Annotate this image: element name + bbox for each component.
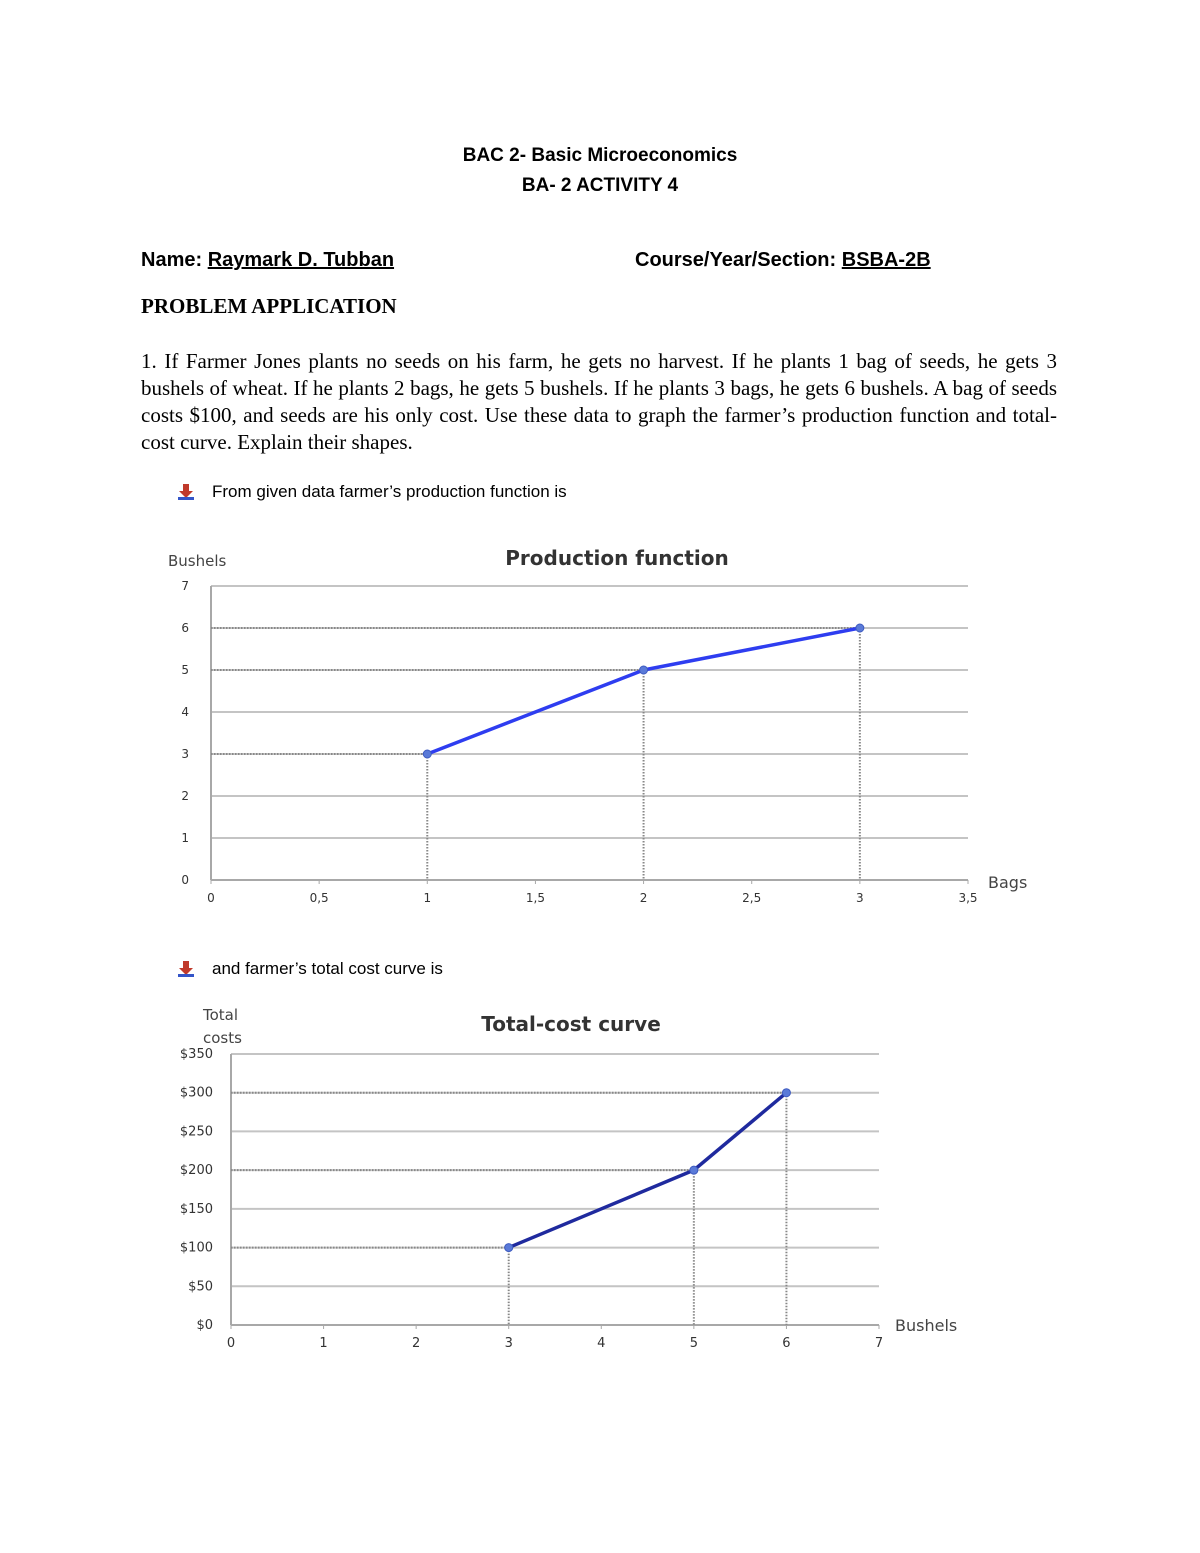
bullet-item — [177, 482, 567, 502]
data-point — [690, 1166, 698, 1174]
bullet-text: From given data farmer’s production function is — [212, 482, 567, 501]
x-tick-label: 3 — [504, 1336, 513, 1351]
name-value: Raymark D. Tubban — [207, 249, 395, 271]
data-point — [640, 666, 648, 674]
y-tick-label: 5 — [181, 663, 189, 677]
x-tick-label: 0 — [207, 891, 215, 905]
y-tick-label: $300 — [179, 1085, 213, 1101]
y-axis-label: Bushels — [168, 552, 227, 570]
x-tick-label: 2 — [412, 1336, 421, 1351]
x-tick-label: 0,5 — [309, 891, 329, 905]
x-axis-label: Bushels — [895, 1316, 958, 1335]
x-tick-label: 1 — [319, 1336, 328, 1351]
x-tick-label: 7 — [874, 1336, 884, 1351]
y-tick-label: $200 — [179, 1163, 213, 1179]
data-point — [505, 1244, 513, 1252]
section-field — [635, 249, 931, 272]
x-tick-label: 1 — [423, 891, 432, 905]
x-tick-label: 5 — [689, 1336, 698, 1351]
chart-title: Production function — [505, 546, 729, 570]
bullet-text: and farmer’s total cost curve is — [212, 959, 443, 978]
name-label: Name: — [141, 249, 203, 271]
y-tick-label: $350 — [179, 1047, 213, 1062]
bullet-item — [177, 959, 443, 979]
x-axis-label: Bags — [988, 873, 1028, 892]
x-tick-label: 1,5 — [525, 891, 545, 905]
x-tick-label: 6 — [782, 1336, 791, 1351]
y-tick-label: 1 — [181, 831, 189, 845]
chart-title: Total-cost curve — [481, 1012, 661, 1036]
x-tick-label: 3,5 — [958, 891, 978, 905]
data-point — [423, 750, 431, 758]
x-tick-label: 2,5 — [742, 891, 762, 905]
y-tick-label: 0 — [181, 873, 189, 887]
x-tick-label: 4 — [597, 1336, 606, 1351]
name-field — [141, 249, 394, 272]
arrow-down-bullet-icon — [177, 960, 199, 978]
arrow-down-bullet-icon — [177, 483, 199, 501]
y-tick-label: 6 — [181, 621, 189, 635]
y-tick-label: $50 — [188, 1279, 213, 1295]
x-tick-label: 2 — [639, 891, 648, 905]
x-tick-label: 0 — [226, 1336, 236, 1351]
x-tick-label: 3 — [856, 891, 864, 905]
data-point — [856, 624, 864, 632]
y-tick-label: 4 — [181, 705, 189, 719]
y-tick-label: 2 — [181, 789, 189, 803]
course-title: BAC 2- Basic Microeconomics — [462, 145, 738, 166]
y-tick-label: $150 — [179, 1201, 213, 1217]
series-line — [427, 628, 860, 754]
y-tick-label: $100 — [179, 1240, 213, 1256]
section-label: Course/Year/Section: — [635, 249, 837, 271]
series-line — [509, 1093, 787, 1248]
y-tick-label: 7 — [181, 579, 189, 593]
data-point — [782, 1089, 790, 1097]
section-heading: PROBLEM APPLICATION — [141, 294, 397, 318]
y-tick-label: 3 — [181, 747, 189, 761]
y-axis-label: costs — [203, 1029, 242, 1047]
y-tick-label: $0 — [196, 1318, 213, 1333]
y-tick-label: $250 — [179, 1124, 213, 1140]
y-axis-label: Total — [203, 1006, 239, 1024]
activity-title: BA- 2 ACTIVITY 4 — [521, 175, 679, 196]
problem-text: 1. If Farmer Jones plants no seeds on his farm, he gets no harvest. If he plants 1 bag of seeds, he gets 3 bushels of wheat. If he plants 2 bags, he gets 5 bushels. If he plants 3 bags, he gets 6 bushels. A bag of seeds costs $100, and seeds are his only cost. Use these data to graph the farmer’s production function and total-cost curve. Explain their shapes. — [141, 349, 1057, 454]
section-value: BSBA-2B — [841, 249, 931, 271]
